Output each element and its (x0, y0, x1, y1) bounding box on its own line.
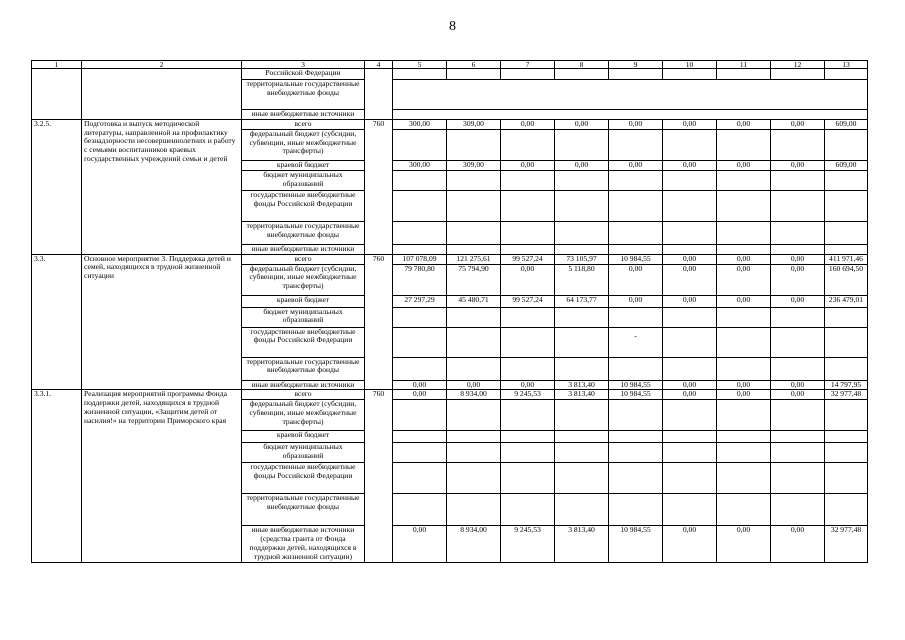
funding-source: краевой бюджет (242, 431, 365, 443)
amount-cell: 3 813,40 (555, 526, 609, 562)
value-cell (393, 69, 447, 80)
amount-cell (663, 431, 717, 443)
amount-cell (447, 190, 501, 221)
funding-source: бюджет муниципальных образований (242, 170, 365, 190)
amount-cell (717, 327, 771, 357)
value-cell (663, 69, 717, 80)
amount-cell (447, 327, 501, 357)
table-row (32, 119, 868, 129)
value-cell (501, 69, 555, 80)
funding-source: федеральный бюджет (субсидии, субвенции, иные межбюджетные трансферты) (242, 400, 365, 431)
amount-cell: 5 118,80 (555, 264, 609, 295)
amount-cell: 236 479,01 (825, 295, 868, 307)
amount-cell: 107 078,09 (393, 254, 447, 264)
amount-cell: 121 275,61 (447, 254, 501, 264)
amount-cell (447, 170, 501, 190)
amount-cell (447, 357, 501, 380)
column-number-cell: 3 (242, 61, 365, 69)
amount-cell (771, 244, 825, 254)
amount-cell (717, 170, 771, 190)
amount-cell (555, 327, 609, 357)
amount-cell (555, 400, 609, 431)
amount-cell (771, 190, 825, 221)
amount-cell: 0,00 (393, 380, 447, 390)
amount-cell (663, 357, 717, 380)
amount-cell (825, 443, 868, 463)
table-body (32, 61, 868, 563)
amount-cell: 0,00 (771, 380, 825, 390)
column-number-cell: 4 (365, 61, 393, 69)
amount-cell (663, 494, 717, 526)
amount-cell: 0,00 (717, 526, 771, 562)
amount-cell: 411 971,46 (825, 254, 868, 264)
amount-cell (717, 431, 771, 443)
amount-cell (555, 244, 609, 254)
amount-cell (501, 327, 555, 357)
amount-cell (825, 431, 868, 443)
column-number-cell: 5 (393, 61, 447, 69)
amount-cell (771, 327, 825, 357)
amount-cell (663, 327, 717, 357)
amount-cell: 0,00 (393, 390, 447, 400)
amount-cell (501, 463, 555, 494)
amount-cell (609, 494, 663, 526)
amount-cell: 0,00 (663, 160, 717, 170)
amount-cell: 75 794,90 (447, 264, 501, 295)
column-number-cell: 8 (555, 61, 609, 69)
amount-cell (393, 327, 447, 357)
funding-source: всего (242, 119, 365, 129)
amount-cell (609, 221, 663, 244)
amount-cell (501, 129, 555, 160)
amount-cell (663, 190, 717, 221)
section-code: 3.2.5. (32, 119, 82, 254)
amount-cell (555, 431, 609, 443)
column-number-cell: 11 (717, 61, 771, 69)
amount-cell: 0,00 (609, 295, 663, 307)
amount-cell (717, 443, 771, 463)
amount-cell: 99 527,24 (501, 254, 555, 264)
column-number-cell: 6 (447, 61, 501, 69)
amount-cell (393, 357, 447, 380)
amount-cell (717, 307, 771, 327)
table-row (32, 69, 868, 80)
funding-source: иные внебюджетные источники (средства гранта от Фонда поддержки детей, находящихся в трудной жизненной ситуации) (242, 526, 365, 562)
column-number-cell: 1 (32, 61, 82, 69)
amount-cell (447, 494, 501, 526)
page-number: 8 (449, 19, 456, 34)
funding-source: бюджет муниципальных образований (242, 307, 365, 327)
column-number-cell: 7 (501, 61, 555, 69)
amount-cell (825, 400, 868, 431)
amount-cell: 0,00 (717, 295, 771, 307)
amount-cell (825, 357, 868, 380)
dash-mark: - (634, 330, 637, 340)
amount-cell: 300,00 (393, 160, 447, 170)
amount-cell (771, 494, 825, 526)
amount-cell (717, 244, 771, 254)
amount-cell (717, 190, 771, 221)
amount-cell (663, 129, 717, 160)
amount-cell (555, 190, 609, 221)
amount-cell (501, 494, 555, 526)
amount-cell (393, 431, 447, 443)
amount-cell (501, 244, 555, 254)
amount-cell (501, 190, 555, 221)
amount-cell (609, 400, 663, 431)
funding-source: иные внебюджетные источники (242, 244, 365, 254)
amount-cell (447, 221, 501, 244)
amount-cell: 9 245,53 (501, 526, 555, 562)
funding-source: всего (242, 390, 365, 400)
funding-source: государственные внебюджетные фонды Российской Федерации (242, 190, 365, 221)
amount-cell: 0,00 (717, 390, 771, 400)
section-name: Подготовка и выпуск методической литературы, направленной на профилактику безнадзорности несовершеннолетних и работу с семьями воспитанников краевых государственных учреждений семьи и детей (82, 119, 242, 254)
column-number-row (32, 61, 868, 69)
amount-cell (663, 307, 717, 327)
amount-cell: 0,00 (609, 119, 663, 129)
amount-cell (609, 190, 663, 221)
amount-cell (393, 170, 447, 190)
amount-cell (447, 400, 501, 431)
amount-cell (717, 463, 771, 494)
amount-cell: 0,00 (717, 380, 771, 390)
amount-cell (609, 129, 663, 160)
amount-cell (501, 307, 555, 327)
column-number-cell: 2 (82, 61, 242, 69)
section-name: Основное мероприятие 3. Поддержка детей и семей, находящихся в трудной жизненной ситуации (82, 254, 242, 390)
amount-cell: 0,00 (663, 380, 717, 390)
amount-cell (609, 327, 663, 357)
amount-cell (771, 463, 825, 494)
table-row (32, 254, 868, 264)
column-number-cell: 13 (825, 61, 868, 69)
amount-cell: 0,00 (663, 254, 717, 264)
amount-cell (555, 357, 609, 380)
kbk-code: 760 (365, 390, 393, 562)
amount-cell: 14 797,95 (825, 380, 868, 390)
amount-cell: 0,00 (771, 119, 825, 129)
amount-cell (501, 443, 555, 463)
amount-cell: 0,00 (771, 295, 825, 307)
amount-cell (825, 129, 868, 160)
amount-cell: 10 984,55 (609, 526, 663, 562)
amount-cell (825, 494, 868, 526)
amount-cell: 0,00 (501, 119, 555, 129)
funding-source: государственные внебюджетные фонды Российской Федерации (242, 327, 365, 357)
amount-cell: 0,00 (717, 254, 771, 264)
code-cell (32, 69, 82, 120)
amount-cell (609, 431, 663, 443)
amount-cell (717, 129, 771, 160)
amount-cell (825, 170, 868, 190)
amount-cell (717, 221, 771, 244)
amount-cell (609, 244, 663, 254)
amount-cell (501, 400, 555, 431)
amount-cell (771, 431, 825, 443)
source-cell: иные внебюджетные источники (242, 110, 365, 120)
amount-cell (771, 443, 825, 463)
amount-cell (501, 431, 555, 443)
value-cell (609, 69, 663, 80)
amount-cell (771, 400, 825, 431)
amount-cell: 0,00 (555, 119, 609, 129)
section-code: 3.3. (32, 254, 82, 390)
amount-cell (771, 129, 825, 160)
amount-cell (825, 221, 868, 244)
column-number-cell: 10 (663, 61, 717, 69)
amount-cell (771, 170, 825, 190)
amount-cell (609, 443, 663, 463)
amount-cell: 160 694,50 (825, 264, 868, 295)
amount-cell (771, 307, 825, 327)
amount-cell: 0,00 (771, 526, 825, 562)
amount-cell (447, 443, 501, 463)
name-cell (82, 69, 242, 120)
amount-cell: 0,00 (717, 160, 771, 170)
amount-cell (825, 190, 868, 221)
value-cell (393, 110, 868, 120)
source-cell: территориальные государственные внебюджетные фонды (242, 80, 365, 110)
amount-cell (609, 307, 663, 327)
amount-cell: 0,00 (609, 264, 663, 295)
amount-cell: 0,00 (663, 526, 717, 562)
kbk-code: 760 (365, 119, 393, 254)
amount-cell (663, 463, 717, 494)
amount-cell: 45 480,71 (447, 295, 501, 307)
amount-cell (393, 494, 447, 526)
amount-cell: 0,00 (717, 119, 771, 129)
amount-cell (447, 307, 501, 327)
amount-cell: 32 977,48 (825, 526, 868, 562)
amount-cell (609, 463, 663, 494)
amount-cell: 10 984,55 (609, 254, 663, 264)
amount-cell (771, 357, 825, 380)
amount-cell: 0,00 (771, 390, 825, 400)
amount-cell (447, 244, 501, 254)
funding-source: краевой бюджет (242, 295, 365, 307)
amount-cell (447, 463, 501, 494)
amount-cell: 300,00 (393, 119, 447, 129)
amount-cell: 73 105,97 (555, 254, 609, 264)
amount-cell: 0,00 (663, 264, 717, 295)
funding-source: бюджет муниципальных образований (242, 443, 365, 463)
amount-cell (717, 357, 771, 380)
funding-source: территориальные государственные внебюджетные фонды (242, 494, 365, 526)
funding-source: территориальные государственные внебюджетные фонды (242, 221, 365, 244)
amount-cell (555, 221, 609, 244)
amount-cell: 0,00 (447, 380, 501, 390)
amount-cell: 10 984,55 (609, 390, 663, 400)
amount-cell (663, 170, 717, 190)
column-number-cell: 9 (609, 61, 663, 69)
amount-cell (663, 400, 717, 431)
amount-cell: 32 977,48 (825, 390, 868, 400)
amount-cell: 0,00 (555, 160, 609, 170)
amount-cell: 309,00 (447, 119, 501, 129)
amount-cell: 8 934,00 (447, 390, 501, 400)
value-cell (771, 69, 825, 80)
amount-cell (447, 431, 501, 443)
amount-cell: 10 984,55 (609, 380, 663, 390)
amount-cell (393, 221, 447, 244)
amount-cell: 9 245,53 (501, 390, 555, 400)
amount-cell: 609,00 (825, 119, 868, 129)
amount-cell (447, 129, 501, 160)
amount-cell: 309,00 (447, 160, 501, 170)
amount-cell (555, 494, 609, 526)
amount-cell (393, 400, 447, 431)
amount-cell (555, 129, 609, 160)
section-name: Реализация мероприятий программы Фонда поддержки детей, находящихся в трудной жизненной ситуации, «Защитим детей от насилия!» на территории Приморского края (82, 390, 242, 562)
amount-cell: 0,00 (609, 160, 663, 170)
funding-source: всего (242, 254, 365, 264)
value-cell (447, 69, 501, 80)
table-row (32, 390, 868, 400)
value-cell (393, 80, 868, 110)
funding-source: государственные внебюджетные фонды Российской Федерации (242, 463, 365, 494)
amount-cell: 0,00 (501, 160, 555, 170)
amount-cell (663, 443, 717, 463)
amount-cell (555, 443, 609, 463)
section-code: 3.3.1. (32, 390, 82, 562)
amount-cell (393, 244, 447, 254)
amount-cell (393, 129, 447, 160)
amount-cell (501, 170, 555, 190)
amount-cell: 0,00 (663, 119, 717, 129)
amount-cell: 0,00 (771, 160, 825, 170)
source-cell: Российской Федерации (242, 69, 365, 80)
amount-cell (555, 307, 609, 327)
amount-cell: 3 813,40 (555, 390, 609, 400)
amount-cell (555, 463, 609, 494)
amount-cell: 609,00 (825, 160, 868, 170)
kbk-code: 760 (365, 254, 393, 390)
amount-cell (609, 170, 663, 190)
amount-cell: 27 297,29 (393, 295, 447, 307)
amount-cell (393, 307, 447, 327)
amount-cell (393, 463, 447, 494)
value-cell (825, 69, 868, 80)
value-cell (555, 69, 609, 80)
amount-cell (717, 400, 771, 431)
value-cell (717, 69, 771, 80)
amount-cell (501, 221, 555, 244)
amount-cell (501, 357, 555, 380)
amount-cell: 0,00 (663, 295, 717, 307)
amount-cell (825, 463, 868, 494)
amount-cell (555, 170, 609, 190)
amount-cell: 0,00 (663, 390, 717, 400)
amount-cell (825, 244, 868, 254)
amount-cell: 0,00 (771, 264, 825, 295)
amount-cell: 0,00 (501, 264, 555, 295)
amount-cell: 0,00 (717, 264, 771, 295)
amount-cell: 3 813,40 (555, 380, 609, 390)
amount-cell (393, 190, 447, 221)
amount-cell (663, 221, 717, 244)
funding-source: федеральный бюджет (субсидии, субвенции, иные межбюджетные трансферты) (242, 264, 365, 295)
amount-cell (825, 307, 868, 327)
amount-cell: 0,00 (393, 526, 447, 562)
amount-cell: 0,00 (771, 254, 825, 264)
amount-cell (609, 357, 663, 380)
funding-source: иные внебюджетные источники (242, 380, 365, 390)
amount-cell (393, 443, 447, 463)
amount-cell (825, 327, 868, 357)
column-number-cell: 12 (771, 61, 825, 69)
budget-table (31, 60, 868, 563)
amount-cell: 64 173,77 (555, 295, 609, 307)
funding-source: федеральный бюджет (субсидии, субвенции, иные межбюджетные трансферты) (242, 129, 365, 160)
amount-cell: 8 934,00 (447, 526, 501, 562)
amount-cell: 0,00 (501, 380, 555, 390)
amount-cell (771, 221, 825, 244)
amount-cell (663, 244, 717, 254)
funding-source: краевой бюджет (242, 160, 365, 170)
funding-source: территориальные государственные внебюджетные фонды (242, 357, 365, 380)
amount-cell (717, 494, 771, 526)
kbk-cell (365, 69, 393, 120)
amount-cell: 99 527,24 (501, 295, 555, 307)
amount-cell: 79 780,80 (393, 264, 447, 295)
